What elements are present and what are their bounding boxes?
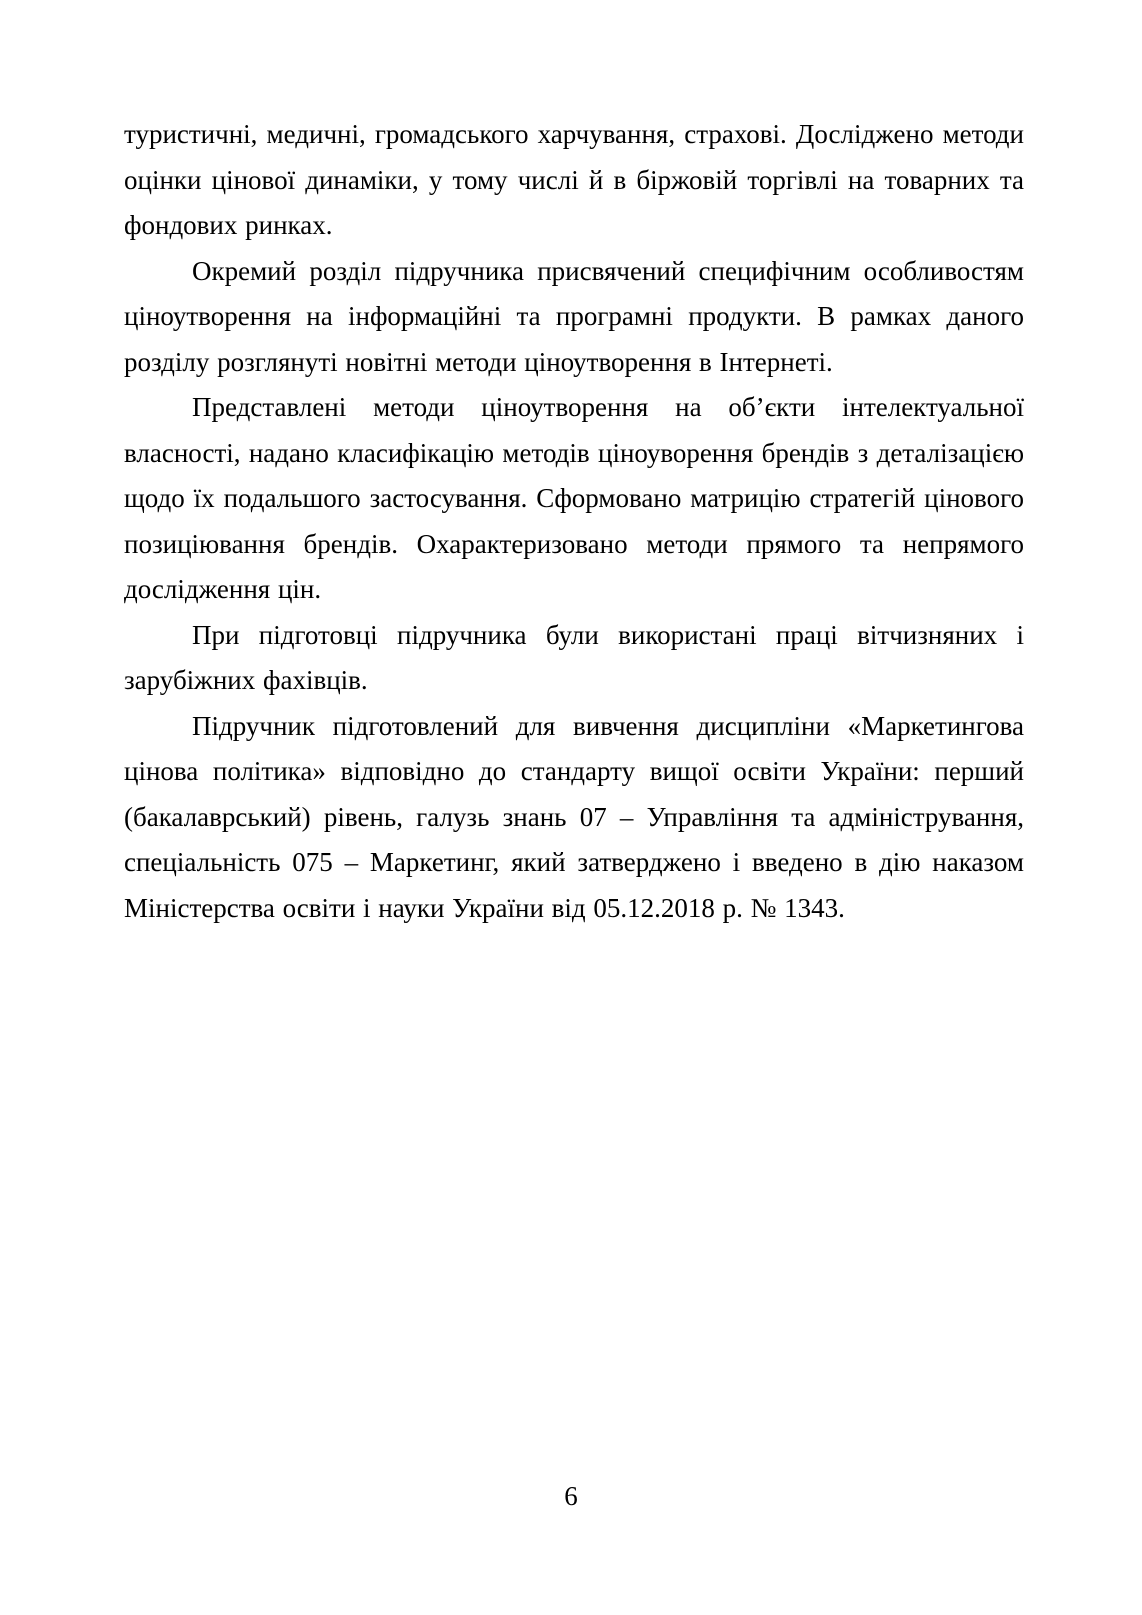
paragraph-special-chapter: Окремий розділ підручника присвячений специфічним особливостям ціноутворення на інформаційні та програмні продукти. В рамках даного розділу розглянуті новітні методи ціноутворення в Інтернеті.: [124, 255, 1024, 377]
page-number: 6: [564, 1481, 578, 1511]
paragraph-sources: При підготовці підручника були використані праці вітчизняних і зарубіжних фахівців.: [124, 619, 1024, 695]
paragraph-standard-reference: Підручник підготовлений для вивчення дисципліни «Маркетингова цінова політика» відповідно до стандарту вищої освіти України: перший (бакалаврський) рівень, галузь знань 07 – Управління та адміністрування, спеціальність 075 – Маркетинг, який затверджено і введено в дію наказом Міністерства освіти і науки України від 05.12.2018 р. № 1343.: [124, 710, 1024, 923]
page-body-text: [124, 112, 1024, 931]
paragraph-continuation: туристичні, медичні, громадського харчування, страхові. Досліджено методи оцінки цінової динаміки, у тому числі й в біржовій торгівлі на товарних та фондових ринках.: [124, 119, 1024, 240]
paragraph-intellectual-property: Представлені методи ціноутворення на об’єкти інтелектуальної власності, надано класифікацію методів ціноуворення брендів з деталізацією щодо їх подальшого застосування. Сформовано матрицію стратегій цінового позиціювання брендів. Охарактеризовано методи прямого та непрямого дослідження цін.: [124, 392, 1024, 604]
